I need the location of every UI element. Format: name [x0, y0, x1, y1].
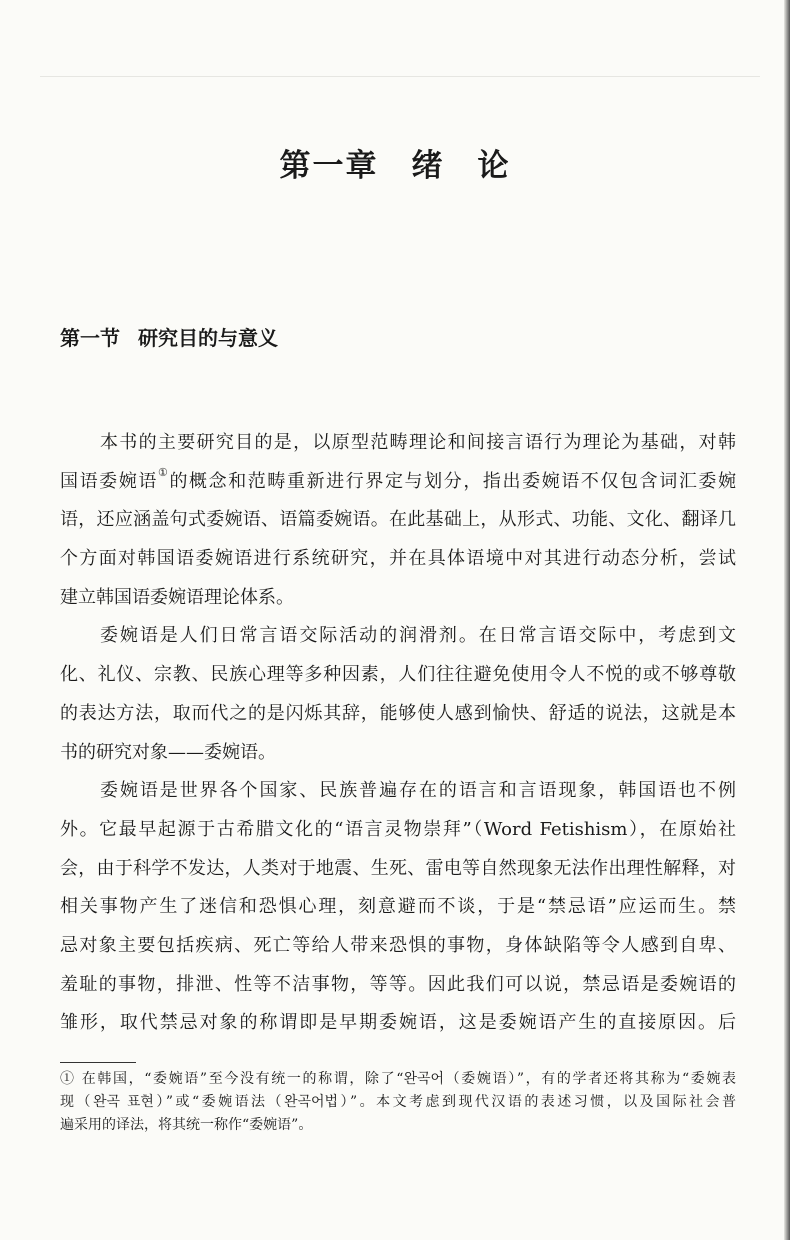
chapter-title: 第一章 绪 论: [279, 148, 511, 184]
footnote-line: 遍采用的译法，将其统一称作“委婉语”。: [60, 1117, 313, 1133]
text-line: 本书的主要研究目的是，以原型范畴理论和间接言语行为理论为基础，对韩: [100, 432, 736, 453]
footnote-rule: [60, 1062, 136, 1063]
text-line: 雏形，取代禁忌对象的称谓即是早期委婉语，这是委婉语产生的直接原因。后: [60, 1012, 736, 1034]
text-span: 的概念和范畴重新进行界定与划分，指出委婉语不仅包含词汇委婉: [169, 470, 737, 492]
footnote-line: 现（완곡 표현）”或“委婉语法（완곡어법）”。本文考虑到现代汉语的表述习惯，以及国际社会普: [60, 1094, 736, 1110]
text-line: 相关事物产生了迷信和恐惧心理，刻意避而不谈，于是“禁忌语”应运而生。禁: [60, 896, 736, 918]
text-line: 会，由于科学不发达，人类对于地震、生死、雷电等自然现象无法作出理性解释，对: [60, 857, 736, 879]
text-line: 忌对象主要包括疾病、死亡等给人带来恐惧的事物，身体缺陷等令人感到自卑、: [60, 934, 736, 956]
footnote-line: ① 在韩国，“委婉语”至今没有统一的称谓，除了“완곡어（委婉语）”，有的学者还将其称为“委婉表: [60, 1071, 736, 1087]
body-text: [60, 428, 736, 1047]
text-line: 外。它最早起源于古希腊文化的“语言灵物崇拜”（Word Fetishism），在原始社: [60, 818, 737, 840]
text-line: 羞耻的事物，排泄、性等不洁事物，等等。因此我们可以说，禁忌语是委婉语的: [60, 973, 736, 995]
section-title: 研究目的与意义: [138, 326, 278, 350]
section-number: 第一节: [60, 326, 120, 350]
text-line: 建立韩国语委婉语理论体系。: [60, 586, 294, 608]
text-line: 化、礼仪、宗教、民族心理等多种因素，人们往往避免使用令人不悦的或不够尊敬: [60, 664, 736, 686]
text-line: 语，还应涵盖句式委婉语、语篇委婉语。在此基础上，从形式、功能、文化、翻译几: [60, 509, 736, 531]
text-span: 国语委婉语: [60, 470, 158, 492]
text-line: 书的研究对象——委婉语。: [60, 741, 276, 763]
paragraph: [60, 428, 736, 621]
text-line: [60, 467, 736, 506]
text-line: 委婉语是人们日常言语交际活动的润滑剂。在日常言语交际中，考虑到文: [100, 625, 736, 647]
text-line: 个方面对韩国语委婉语进行系统研究，并在具体语境中对其进行动态分析，尝试: [60, 548, 736, 570]
footnote-ref[interactable]: ①: [157, 465, 170, 479]
header-rule: [40, 76, 760, 77]
scan-edge: [784, 0, 790, 1240]
footnote: [60, 1068, 736, 1137]
text-line: 委婉语是世界各个国家、民族普遍存在的语言和言语现象，韩国语也不例: [100, 780, 736, 802]
paragraph: [60, 776, 736, 1047]
text-line: 的表达方法，取而代之的是闪烁其辞，能够使人感到愉快、舒适的说法，这就是本: [60, 702, 736, 724]
section-heading: [60, 322, 296, 351]
paragraph: [60, 621, 736, 776]
